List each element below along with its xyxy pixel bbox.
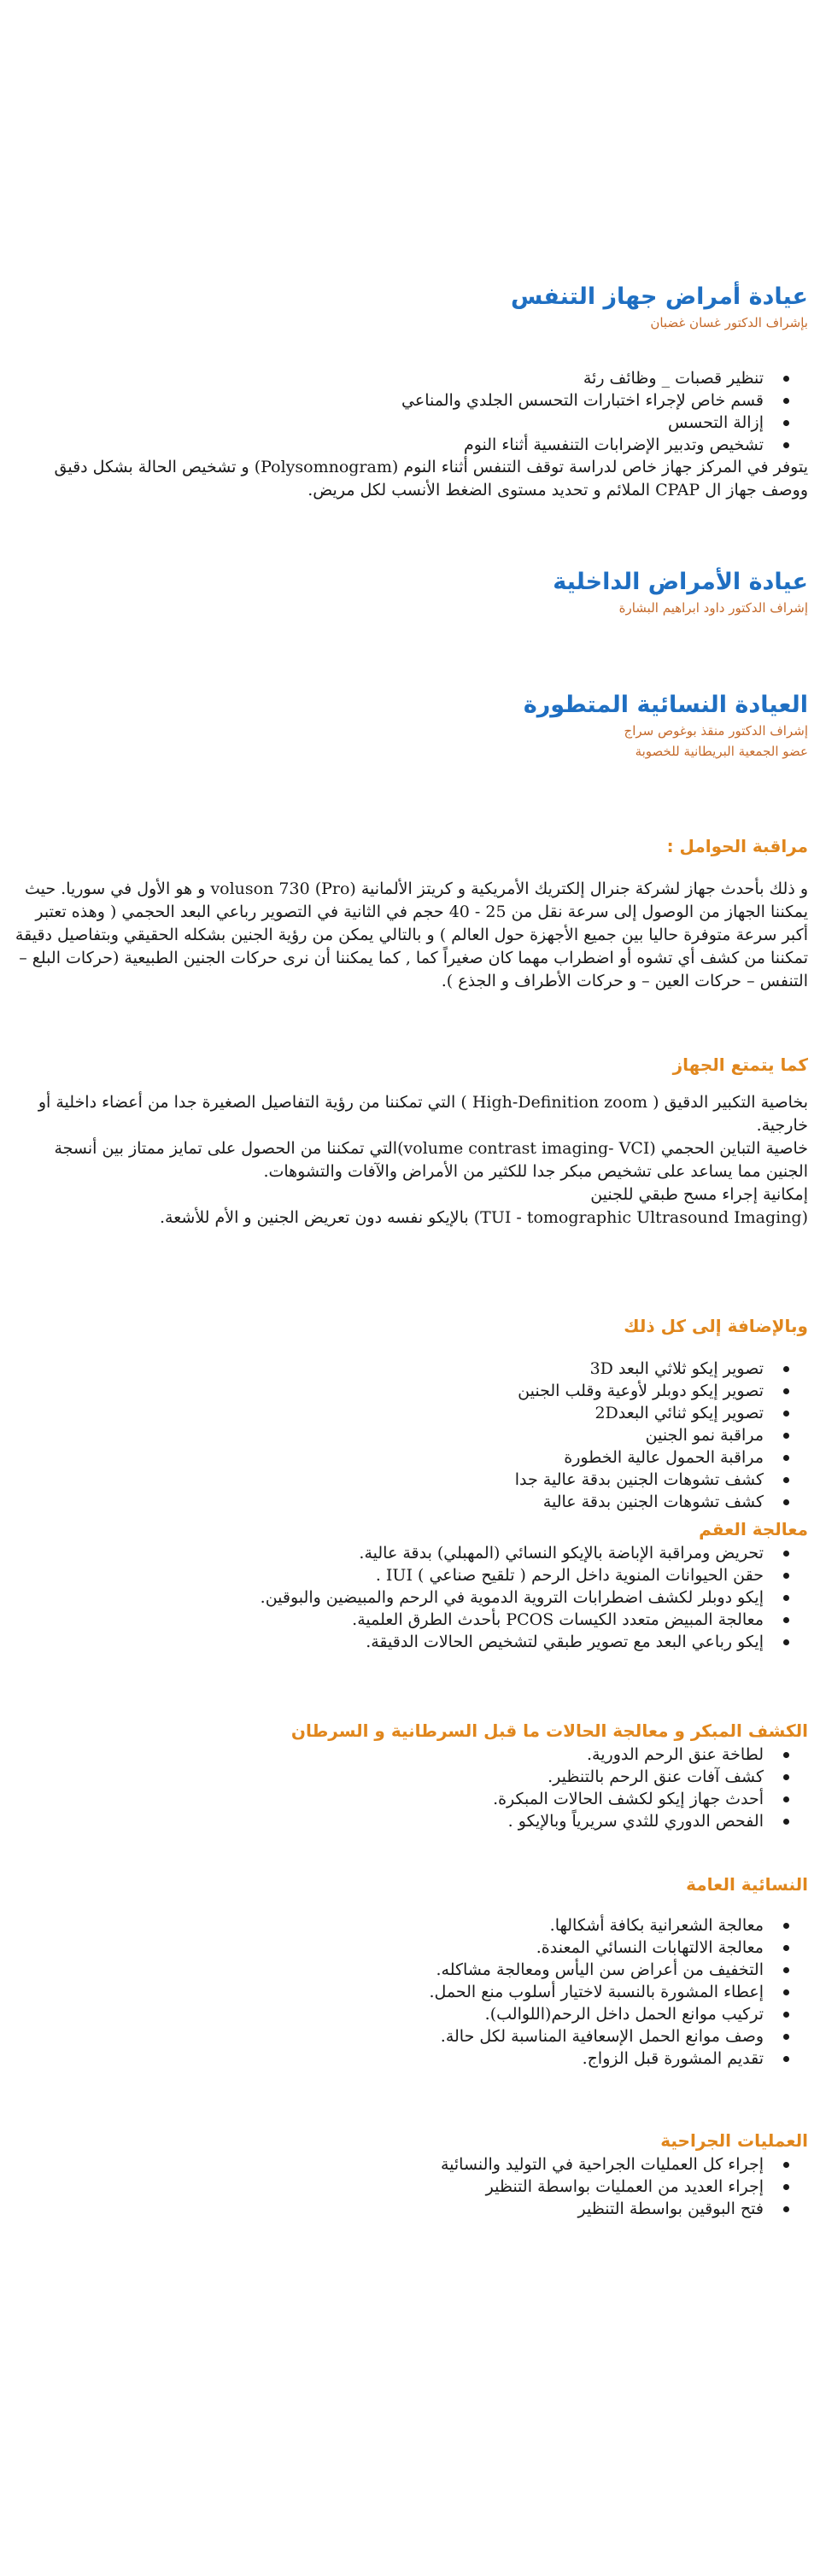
surgery-section — [12, 2128, 808, 2220]
general-list — [12, 1914, 808, 2070]
additional-section — [12, 1313, 808, 1653]
features-heading: كما يتمتع الجهاز — [672, 1054, 808, 1075]
list-item: تنظير قصبات _ وظائف رئة — [12, 367, 764, 389]
list-item: فتح البوقين بواسطة التنظير — [12, 2198, 764, 2220]
list-item: إيكو دوبلر لكشف اضطرابات التروية الدموية في الرحم والمبيضين والبوقين. — [12, 1586, 764, 1609]
list-item: إجراء كل العمليات الجراحية في التوليد والنسائية — [12, 2153, 764, 2176]
cancer-list — [12, 1744, 808, 1832]
list-item: تحريض ومراقبة الإباضة بالإيكو النسائي (المهبلي) بدقة عالية. — [12, 1542, 764, 1564]
infertility-heading: معالجة العقم — [699, 1519, 808, 1539]
list-item: تشخيص وتدبير الإضرابات التنفسية أثناء النوم — [12, 434, 764, 456]
list-item: كشف آفات عنق الرحم بالتنظير. — [12, 1766, 764, 1788]
list-item: تقديم المشورة قبل الزواج. — [12, 2047, 764, 2070]
list-item: قسم خاص لإجراء اختبارات التحسس الجلدي والمناعي — [12, 389, 764, 412]
list-item: حقن الحيوانات المنوية داخل الرحم ( تلقيح صناعي ) IUI . — [12, 1564, 764, 1586]
list-item: تصوير إيكو ثنائي البعد2D — [12, 1402, 764, 1424]
women-supervisor: إشراف الدكتور منقذ بوغوص سراج — [624, 723, 808, 739]
women-title: العيادة النسائية المتطورة — [523, 692, 808, 718]
list-item: كشف تشوهات الجنين بدقة عالية — [12, 1491, 764, 1513]
list-item: إجراء العديد من العمليات بواسطة التنظير — [12, 2176, 764, 2198]
internal-title: عيادة الأمراض الداخلية — [553, 569, 808, 595]
pregnancy-paragraph: و ذلك بأحدث جهاز لشركة جنرال إلكتريك الأمريكية و كريتز الألمانية voluson 730 (Pro) و هو الأول في سوريا. حيث يمكننا الجهاز من الوصول إلى سرعة نقل من 25 - 40 حجم في الثانية في التصوير رباعي البعد الحجمي ( وهذه تعتبر أكبر سرعة متوفرة حاليا بين جميع الأجهزة حول العالم ) و بالتالي يمكن من رؤية الجنين بشكله الحقيقي وبتفاصيل دقيقة تمكننا من كشف أي تشوه أو اضطراب مهما كان صغيراً كما , كما يمكننا أن نرى حركات الجنين الطبيعية (حركات البلع – التنفس – حركات العين – و حركات الأطراف و الجذع ). — [15, 879, 808, 990]
internal-section — [12, 567, 808, 618]
cancer-heading: الكشف المبكر و معالجة الحالات ما قبل السرطانية و السرطان — [290, 1720, 808, 1741]
general-section — [12, 1872, 808, 2070]
general-heading: النسائية العامة — [686, 1874, 808, 1895]
list-item: مراقبة الحمول عالية الخطورة — [12, 1446, 764, 1469]
list-item: إعطاء المشورة بالنسبة لاختيار أسلوب منع الحمل. — [12, 1981, 764, 2003]
respiratory-paragraph: يتوفر في المركز جهاز خاص لدراسة توقف التنفس أثناء النوم (Polysomnogram) و تشخيص الحالة بشكل دقيق ووصف جهاز ال CPAP الملائم و تحديد مستوى الضغط الأنسب لكل مريض. — [54, 458, 808, 499]
list-item: كشف تشوهات الجنين بدقة عالية جدا — [12, 1469, 764, 1491]
list-item: معالجة الالتهابات النسائي المعندة. — [12, 1936, 764, 1959]
women-section — [12, 690, 808, 762]
pregnancy-heading: مراقبة الحوامل : — [666, 836, 808, 856]
internal-supervisor: إشراف الدكتور داود ابراهيم البشارة — [618, 600, 808, 616]
respiratory-list — [12, 367, 808, 456]
additional-heading: وبالإضافة إلى كل ذلك — [624, 1316, 808, 1336]
infertility-list — [12, 1542, 808, 1653]
list-item: تصوير إيكو دوبلر لأوعية وقلب الجنين — [12, 1380, 764, 1402]
list-item: مراقبة نمو الجنين — [12, 1424, 764, 1446]
feature-line: بخاصية التكبير الدقيق ( High-Definition zoom ) التي تمكننا من رؤية التفاصيل الصغيرة جدا من أعضاء داخلية أو خارجية. — [38, 1093, 808, 1135]
respiratory-section — [12, 282, 808, 502]
list-item: أحدث جهاز إيكو لكشف الحالات المبكرة. — [12, 1788, 764, 1810]
list-item: لطاخة عنق الرحم الدورية. — [12, 1744, 764, 1766]
list-item: تركيب موانع الحمل داخل الرحم(اللوالب). — [12, 2003, 764, 2025]
surgery-list — [12, 2153, 808, 2220]
list-item: وصف موانع الحمل الإسعافية المناسبة لكل حالة. — [12, 2025, 764, 2047]
additional-list — [12, 1358, 808, 1513]
women-membership: عضو الجمعية البريطانية للخصوبة — [635, 744, 808, 759]
features-text — [12, 1091, 808, 1230]
surgery-heading: العمليات الجراحية — [660, 2130, 808, 2151]
features-section — [12, 1052, 808, 1230]
list-item: التخفيف من أعراض سن اليأس ومعالجة مشاكله. — [12, 1959, 764, 1981]
feature-line: إمكانية إجراء مسح طبقي للجنين — [590, 1185, 808, 1204]
list-item: معالجة المبيض متعدد الكيسات PCOS بأحدث الطرق العلمية. — [12, 1609, 764, 1631]
list-item: تصوير إيكو ثلاثي البعد 3D — [12, 1358, 764, 1380]
list-item: الفحص الدوري للثدي سريرياً وبالإيكو . — [12, 1810, 764, 1832]
respiratory-title: عيادة أمراض جهاز التنفس — [511, 283, 808, 310]
cancer-section — [12, 1718, 808, 1832]
respiratory-supervisor: بإشراف الدكتور غسان غضبان — [650, 315, 808, 330]
feature-line: (TUI - tomographic Ultrasound Imaging) بالإيكو نفسه دون تعريض الجنين و الأم للأشعة. — [160, 1208, 808, 1227]
list-item: إيكو رباعي البعد مع تصوير طبقي لتشخيص الحالات الدقيقة. — [12, 1631, 764, 1653]
list-item: معالجة الشعرانية بكافة أشكالها. — [12, 1914, 764, 1936]
list-item: إزالة التحسس — [12, 412, 764, 434]
feature-line: خاصية التباين الحجمي (volume contrast imaging- VCI)التي تمكننا من الحصول على تمايز ممتاز بين أنسجة الجنين مما يساعد على تشخيص مبكر جدا للكثير من الأمراض والآفات والتشوهات. — [54, 1139, 808, 1181]
pregnancy-section — [12, 833, 808, 993]
